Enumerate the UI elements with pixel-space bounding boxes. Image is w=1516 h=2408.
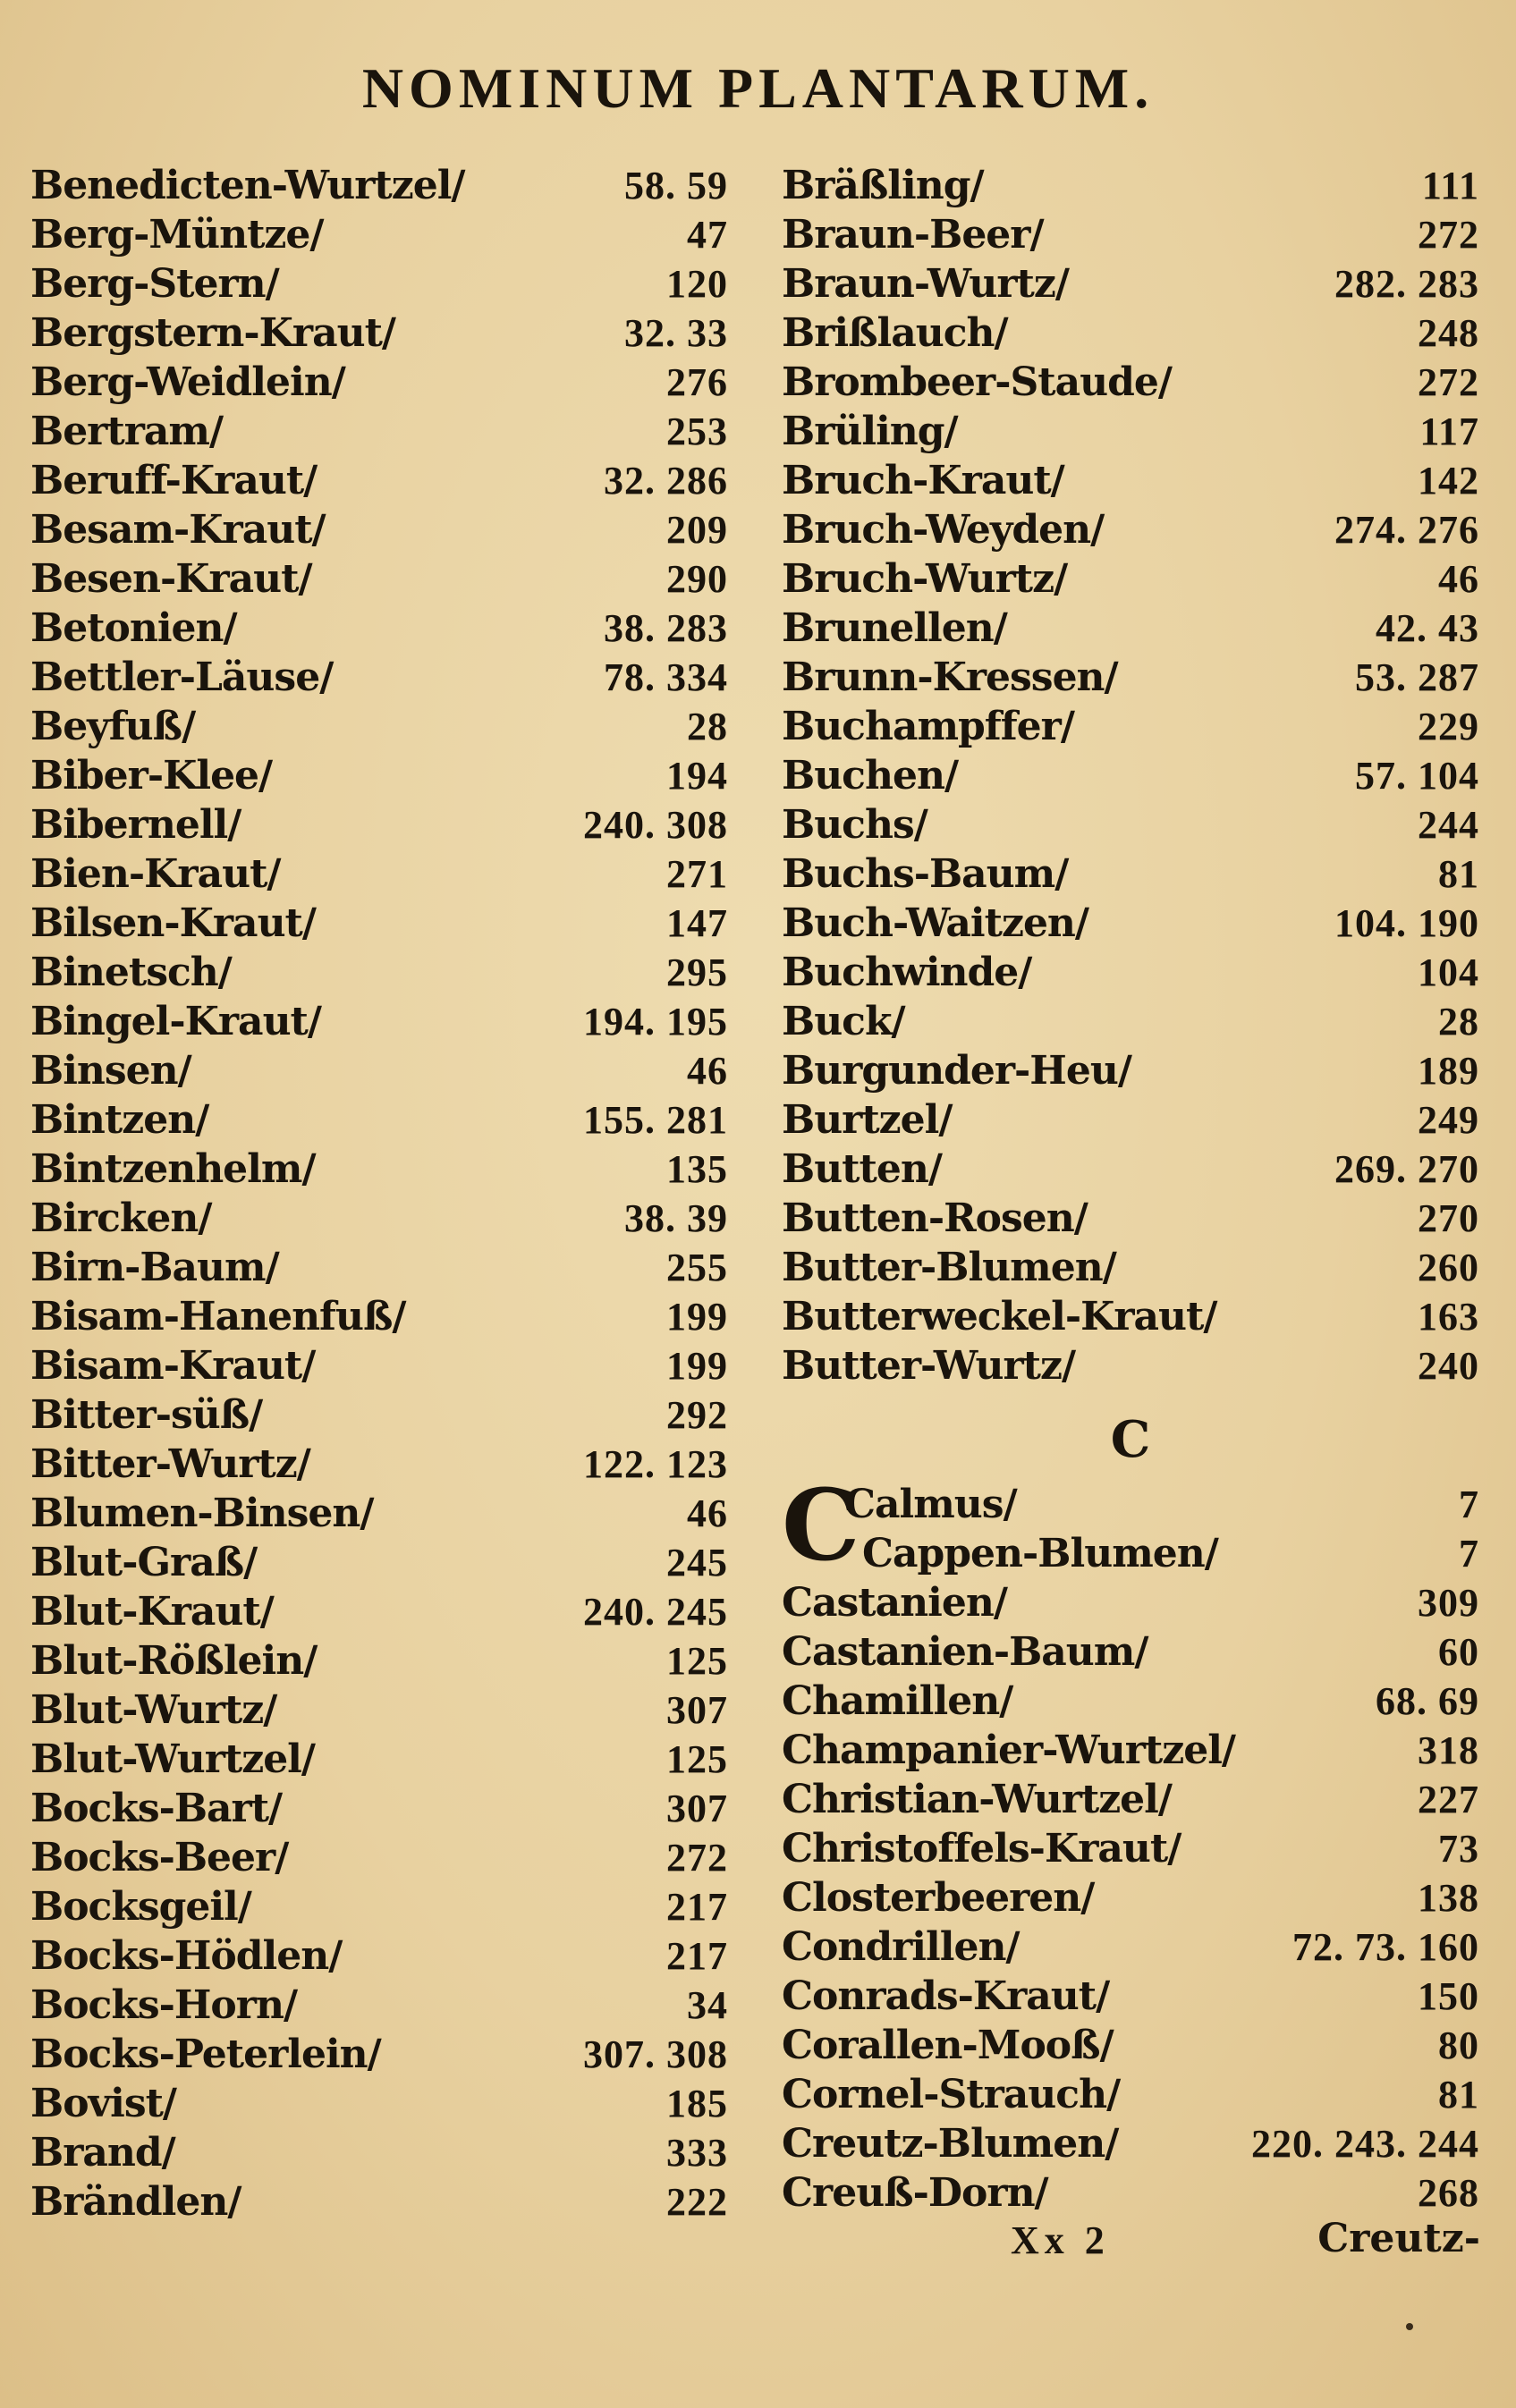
index-entry <box>782 505 1479 554</box>
page-numbers: 240 <box>1418 1344 1479 1388</box>
index-entry <box>782 1046 1479 1095</box>
plant-name: Buchampffer/ <box>782 704 1074 749</box>
catchword: Creutz- <box>1317 2216 1480 2261</box>
index-entry <box>782 259 1479 308</box>
index-entry <box>30 1981 728 2030</box>
page-numbers: 249 <box>1418 1098 1479 1142</box>
plant-name: Burtzel/ <box>782 1097 953 1143</box>
page-numbers: 46 <box>1438 557 1479 601</box>
plant-name: Bocks-Bart/ <box>30 1786 283 1831</box>
plant-name: Butten/ <box>782 1146 942 1192</box>
page-numbers: 307 <box>666 1688 728 1732</box>
index-entry <box>30 1194 728 1243</box>
plant-name: Blumen-Binsen/ <box>30 1491 374 1536</box>
plant-name: Bocks-Hödlen/ <box>30 1933 343 1979</box>
index-entry <box>30 2128 728 2177</box>
page-numbers: 68. 69 <box>1376 1679 1479 1723</box>
page-numbers: 272 <box>666 1836 728 1880</box>
plant-name: Blut-Rößlein/ <box>30 1638 318 1684</box>
index-entry <box>782 899 1479 948</box>
page-numbers: 117 <box>1419 410 1479 453</box>
index-entry <box>782 702 1479 751</box>
index-entry <box>30 849 728 899</box>
index-entry <box>30 1243 728 1292</box>
right-index-column <box>782 161 1479 2218</box>
index-entry <box>782 997 1479 1046</box>
index-entry <box>30 1341 728 1390</box>
page-numbers: 209 <box>666 508 728 552</box>
index-entry <box>30 1931 728 1981</box>
index-entry <box>782 1873 1479 1922</box>
page-numbers: 276 <box>666 360 728 404</box>
index-entry <box>30 1636 728 1686</box>
page-numbers: 138 <box>1418 1876 1479 1920</box>
index-entry <box>30 702 728 751</box>
index-entry <box>782 1775 1479 1824</box>
index-entry <box>782 554 1479 604</box>
page-numbers: 244 <box>1418 803 1479 847</box>
plant-name: Bruch-Wurtz/ <box>782 556 1068 602</box>
page-numbers: 163 <box>1418 1295 1479 1339</box>
plant-name: Brißlauch/ <box>782 310 1008 356</box>
index-entry <box>782 1145 1479 1194</box>
plant-name: Butterweckel-Kraut/ <box>782 1294 1217 1339</box>
page-numbers: 309 <box>1418 1581 1479 1625</box>
plant-name: Bruch-Kraut/ <box>782 458 1064 503</box>
plant-name: Calmus/ <box>844 1482 1017 1527</box>
plant-name: Brombeer-Staude/ <box>782 359 1172 405</box>
page-numbers: 240. 308 <box>583 803 728 847</box>
index-entry <box>782 456 1479 505</box>
page-numbers: 217 <box>666 1934 728 1978</box>
page-numbers: 81 <box>1438 852 1479 896</box>
index-entry <box>782 2119 1479 2168</box>
page-numbers: 42. 43 <box>1376 606 1479 650</box>
plant-name: Brand/ <box>30 2130 175 2176</box>
index-entry <box>30 456 728 505</box>
index-entry <box>782 161 1479 210</box>
page-numbers: 255 <box>666 1246 728 1289</box>
index-entry <box>782 1677 1479 1726</box>
index-entry <box>30 2030 728 2079</box>
page-numbers: 185 <box>666 2082 728 2125</box>
plant-name: Bisam-Kraut/ <box>30 1343 316 1389</box>
index-entry <box>30 554 728 604</box>
index-entry <box>782 2070 1479 2119</box>
index-entry <box>782 210 1479 259</box>
index-entry <box>30 948 728 997</box>
page-numbers: 274. 276 <box>1334 508 1479 552</box>
page-numbers: 292 <box>666 1393 728 1437</box>
index-entry <box>30 1735 728 1784</box>
plant-name: Butter-Blumen/ <box>782 1245 1116 1290</box>
plant-name: Bibernell/ <box>30 802 241 848</box>
page-numbers: 32. 33 <box>624 311 728 355</box>
plant-name: Birn-Baum/ <box>30 1245 279 1290</box>
plant-name: Buchs-Baum/ <box>782 851 1069 897</box>
page-numbers: 122. 123 <box>583 1442 728 1486</box>
page-numbers: 272 <box>1418 360 1479 404</box>
page-numbers: 81 <box>1438 2073 1479 2117</box>
index-entry <box>782 1529 1479 1578</box>
plant-name: Brunn-Kressen/ <box>782 655 1118 700</box>
plant-name: Buck/ <box>782 999 905 1044</box>
page-numbers: 125 <box>666 1639 728 1683</box>
page-numbers: 199 <box>666 1344 728 1388</box>
page-numbers: 155. 281 <box>583 1098 728 1142</box>
plant-name: Christian-Wurtzel/ <box>782 1777 1172 1822</box>
index-entry <box>782 1095 1479 1145</box>
page-numbers: 260 <box>1418 1246 1479 1289</box>
page-numbers: 268 <box>1418 2171 1479 2215</box>
page-numbers: 111 <box>1421 164 1479 207</box>
plant-name: Bitter-süß/ <box>30 1392 263 1438</box>
index-entry <box>30 604 728 653</box>
index-entry <box>782 1292 1479 1341</box>
signature-mark: Xx 2 <box>1011 2218 1110 2262</box>
page-numbers: 104 <box>1418 951 1479 994</box>
page-numbers: 227 <box>1418 1778 1479 1821</box>
page-heading: NOMINUM PLANTARUM. <box>361 56 1155 120</box>
index-entry <box>30 210 728 259</box>
page-numbers: 46 <box>687 1049 728 1093</box>
page-numbers: 78. 334 <box>604 655 728 699</box>
index-entry <box>30 2079 728 2128</box>
plant-name: Butter-Wurtz/ <box>782 1343 1076 1389</box>
plant-name: Creutz-Blumen/ <box>782 2121 1119 2167</box>
plant-name: Buchs/ <box>782 802 927 848</box>
page-numbers: 125 <box>666 1737 728 1781</box>
plant-name: Bien-Kraut/ <box>30 851 281 897</box>
index-entry <box>782 1341 1479 1390</box>
page-numbers: 104. 190 <box>1334 901 1479 945</box>
plant-name: Bocksgeil/ <box>30 1884 251 1930</box>
plant-name: Beyfuß/ <box>30 704 196 749</box>
index-entry <box>30 997 728 1046</box>
page-numbers: 120 <box>666 262 728 306</box>
plant-name: Binsen/ <box>30 1048 191 1094</box>
index-entry <box>30 308 728 358</box>
index-entry <box>782 800 1479 849</box>
ink-speck <box>1406 2323 1413 2330</box>
page-numbers: 295 <box>666 951 728 994</box>
plant-name: Betonien/ <box>30 605 237 651</box>
page-numbers: 32. 286 <box>604 459 728 503</box>
page-numbers: 271 <box>666 852 728 896</box>
page-numbers: 58. 59 <box>624 164 728 207</box>
index-entry <box>782 751 1479 800</box>
page-numbers: 282. 283 <box>1334 262 1479 306</box>
page-numbers: 38. 39 <box>624 1196 728 1240</box>
page-numbers: 53. 287 <box>1355 655 1479 699</box>
page-numbers: 229 <box>1418 705 1479 748</box>
page-numbers: 189 <box>1418 1049 1479 1093</box>
page-numbers: 318 <box>1418 1728 1479 1772</box>
plant-name: Castanien-Baum/ <box>782 1629 1148 1675</box>
page-numbers: 7 <box>1459 1483 1479 1526</box>
plant-name: Brändlen/ <box>30 2179 241 2225</box>
index-entry <box>30 259 728 308</box>
plant-name: Blut-Wurtzel/ <box>30 1736 315 1782</box>
page-numbers: 222 <box>666 2180 728 2224</box>
index-entry <box>782 1922 1479 1972</box>
index-entry <box>30 1145 728 1194</box>
plant-name: Bovist/ <box>30 2081 176 2126</box>
page-numbers: 57. 104 <box>1355 754 1479 798</box>
plant-name: Bettler-Läuse/ <box>30 655 334 700</box>
page-numbers: 307 <box>666 1787 728 1830</box>
plant-name: Burgunder-Heu/ <box>782 1048 1131 1094</box>
plant-name: Berg-Weidlein/ <box>30 359 345 405</box>
plant-name: Bisam-Hanenfuß/ <box>30 1294 406 1339</box>
page-numbers: 135 <box>666 1147 728 1191</box>
page-numbers: 290 <box>666 557 728 601</box>
page-numbers: 194 <box>666 754 728 798</box>
plant-name: Bintzenhelm/ <box>30 1146 316 1192</box>
drop-cap: C <box>782 1467 860 1583</box>
plant-name: Benedicten-Wurtzel/ <box>30 163 465 208</box>
plant-name: Closterbeeren/ <box>782 1875 1095 1921</box>
index-entry <box>30 1784 728 1833</box>
plant-name: Biber-Klee/ <box>30 753 273 798</box>
index-entry <box>30 653 728 702</box>
plant-name: Braun-Wurtz/ <box>782 261 1069 307</box>
plant-name: Castanien/ <box>782 1580 1007 1626</box>
page-numbers: 34 <box>687 1983 728 2027</box>
page-numbers: 307. 308 <box>583 2032 728 2076</box>
index-entry <box>30 1686 728 1735</box>
plant-name: Cappen-Blumen/ <box>862 1531 1218 1576</box>
index-entry <box>30 407 728 456</box>
page-numbers: 72. 73. 160 <box>1292 1925 1479 1969</box>
page-numbers: 150 <box>1418 1974 1479 2018</box>
index-entry <box>30 161 728 210</box>
plant-name: Chamillen/ <box>782 1678 1013 1724</box>
index-entry <box>30 751 728 800</box>
plant-name: Bruch-Weyden/ <box>782 507 1105 553</box>
index-entry <box>782 407 1479 456</box>
page-numbers: 46 <box>687 1491 728 1535</box>
plant-name: Bintzen/ <box>30 1097 209 1143</box>
index-entry <box>782 1194 1479 1243</box>
index-entry <box>30 2177 728 2226</box>
page-numbers: 80 <box>1438 2024 1479 2067</box>
index-entry <box>30 358 728 407</box>
plant-name: Beruff-Kraut/ <box>30 458 318 503</box>
plant-name: Bingel-Kraut/ <box>30 999 321 1044</box>
page-numbers: 217 <box>666 1885 728 1929</box>
plant-name: Bocks-Horn/ <box>30 1982 298 2028</box>
index-entry <box>30 1440 728 1489</box>
plant-name: Besen-Kraut/ <box>30 556 312 602</box>
index-entry <box>782 849 1479 899</box>
index-entry <box>30 1390 728 1440</box>
plant-name: Bitter-Wurtz/ <box>30 1441 310 1487</box>
page-numbers: 269. 270 <box>1334 1147 1479 1191</box>
page-numbers: 147 <box>666 901 728 945</box>
plant-name: Besam-Kraut/ <box>30 507 326 553</box>
page-numbers: 28 <box>687 705 728 748</box>
index-entry <box>30 1882 728 1931</box>
index-entry <box>782 653 1479 702</box>
plant-name: Berg-Müntze/ <box>30 212 324 258</box>
plant-name: Christoffels-Kraut/ <box>782 1826 1181 1871</box>
page-numbers: 38. 283 <box>604 606 728 650</box>
page-numbers: 240. 245 <box>583 1590 728 1634</box>
index-entry <box>30 1046 728 1095</box>
page-numbers: 333 <box>666 2131 728 2175</box>
page-numbers: 73 <box>1438 1827 1479 1871</box>
plant-name: Champanier-Wurtzel/ <box>782 1728 1235 1773</box>
plant-name: Berg-Stern/ <box>30 261 279 307</box>
plant-name: Bilsen-Kraut/ <box>30 900 316 946</box>
index-entry <box>782 358 1479 407</box>
plant-name: Condrillen/ <box>782 1924 1020 1970</box>
plant-name: Butten-Rosen/ <box>782 1196 1088 1241</box>
index-entry <box>30 505 728 554</box>
page-numbers: 272 <box>1418 213 1479 257</box>
plant-name: Blut-Wurtz/ <box>30 1687 277 1733</box>
plant-name: Bräßling/ <box>782 163 984 208</box>
plant-name: Binetsch/ <box>30 950 232 995</box>
page-numbers: 253 <box>666 410 728 453</box>
page-numbers: 28 <box>1438 1000 1479 1043</box>
plant-name: Corallen-Mooß/ <box>782 2023 1114 2068</box>
plant-name: Blut-Graß/ <box>30 1540 258 1585</box>
plant-name: Bergstern-Kraut/ <box>30 310 395 356</box>
page-numbers: 270 <box>1418 1196 1479 1240</box>
index-entry <box>782 1243 1479 1292</box>
page-numbers: 194. 195 <box>583 1000 728 1043</box>
page-numbers: 248 <box>1418 311 1479 355</box>
index-entry <box>782 1578 1479 1627</box>
page-numbers: 199 <box>666 1295 728 1339</box>
plant-name: Bertram/ <box>30 409 224 454</box>
plant-name: Blut-Kraut/ <box>30 1589 274 1635</box>
plant-name: Brunellen/ <box>782 605 1007 651</box>
page-numbers: 47 <box>687 213 728 257</box>
plant-name: Braun-Beer/ <box>782 212 1044 258</box>
index-entry <box>30 1587 728 1636</box>
index-entry <box>782 1627 1479 1677</box>
plant-name: Bocks-Beer/ <box>30 1835 289 1880</box>
plant-name: Buch-Waitzen/ <box>782 900 1088 946</box>
plant-name: Buchen/ <box>782 753 959 798</box>
plant-name: Creuß-Dorn/ <box>782 2170 1048 2216</box>
index-entry <box>30 899 728 948</box>
index-entry <box>30 1489 728 1538</box>
index-entry <box>782 948 1479 997</box>
plant-name: Bocks-Peterlein/ <box>30 2032 381 2077</box>
index-entry <box>30 1095 728 1145</box>
index-entry <box>782 2168 1479 2218</box>
index-entry <box>782 1726 1479 1775</box>
index-entry <box>30 800 728 849</box>
plant-name: Bircken/ <box>30 1196 212 1241</box>
index-entry <box>30 1292 728 1341</box>
page-numbers: 220. 243. 244 <box>1251 2122 1479 2166</box>
page-numbers: 142 <box>1418 459 1479 503</box>
page-numbers: 60 <box>1438 1630 1479 1674</box>
index-entry <box>782 604 1479 653</box>
section-letter-c: C <box>1110 1410 1151 1469</box>
index-entry <box>782 2021 1479 2070</box>
plant-name: Buchwinde/ <box>782 950 1032 995</box>
index-entry <box>782 1972 1479 2021</box>
plant-name: Conrads-Kraut/ <box>782 1973 1110 2019</box>
index-entry <box>30 1538 728 1587</box>
left-index-column <box>30 161 728 2226</box>
page-numbers: 245 <box>666 1541 728 1584</box>
plant-name: Cornel-Strauch/ <box>782 2072 1121 2117</box>
index-entry <box>782 1824 1479 1873</box>
index-entry <box>782 308 1479 358</box>
page-numbers: 7 <box>1459 1532 1479 1576</box>
index-entry <box>30 1833 728 1882</box>
plant-name: Brüling/ <box>782 409 958 454</box>
